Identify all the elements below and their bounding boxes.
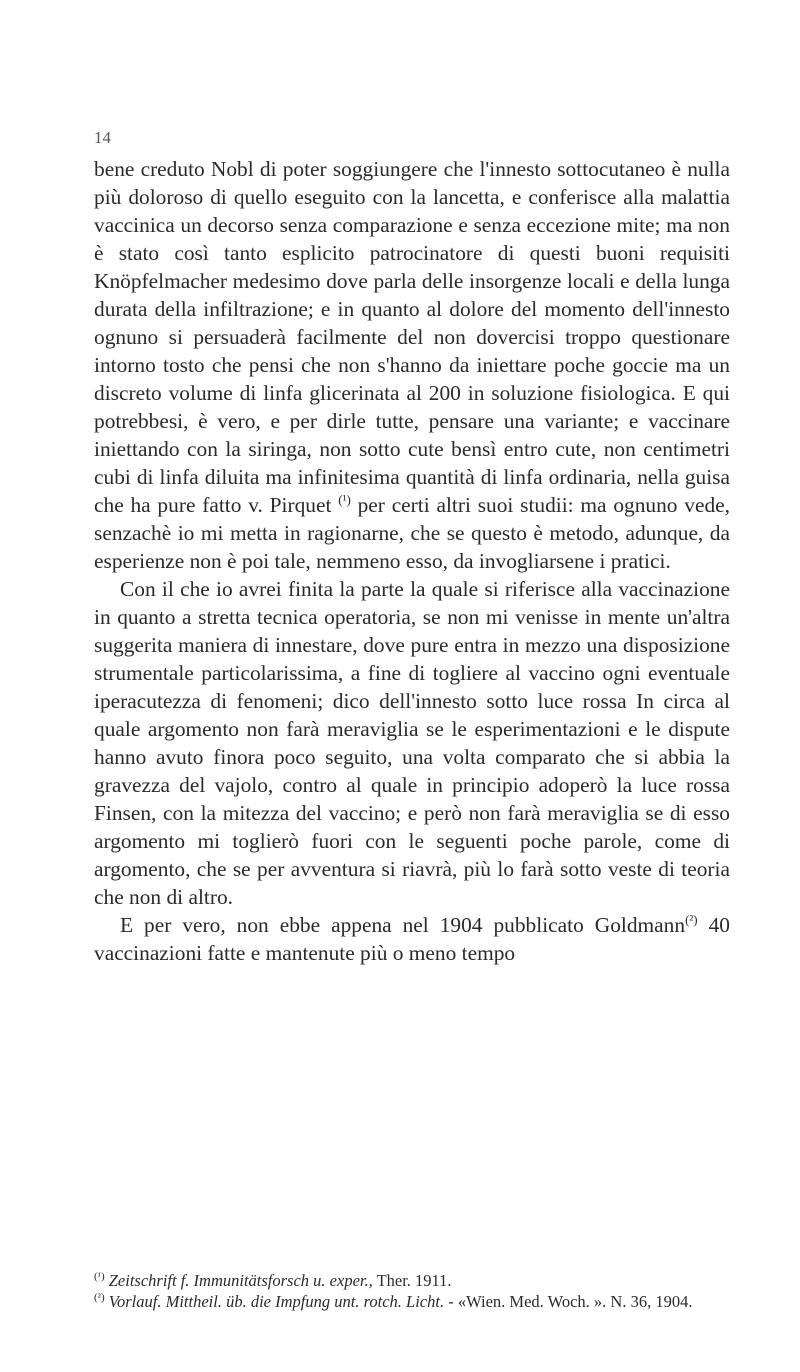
- page-number: 14: [94, 128, 111, 147]
- footnote-1-mark: (¹): [94, 1270, 105, 1283]
- paragraph-1: [94, 155, 730, 575]
- footnote-1-title: Zeitschrift f. Immunitätsforsch u. exper.,: [108, 1271, 373, 1290]
- footnote-2-rest: - «Wien. Med. Woch. ». N. 36, 1904.: [448, 1292, 693, 1311]
- footnote-2-mark: (²): [94, 1291, 105, 1304]
- main-text: [94, 155, 730, 967]
- footnote-ref-1: (¹): [338, 491, 351, 507]
- footnote-2-title: Vorlauf. Mittheil. üb. die Impfung unt. rotch. Licht.: [108, 1292, 445, 1311]
- footnote-1-rest: Ther. 1911.: [376, 1271, 452, 1290]
- paragraph-3-text-continued: 40 vaccinazioni fatte e mantenute più o meno tempo: [94, 913, 730, 965]
- paragraph-2: Con il che io avrei finita la parte la quale si riferisce alla vaccinazione in quanto a stretta tecnica operatoria, se non mi venisse in mente un'altra suggerita maniera di innestare, dove pure entra in mezzo una disposizione strumentale particolarissima, a fine di togliere al vaccino ogni eventuale iperacutezza di fenomeni; dico dell'innesto sotto luce rossa In circa al quale argomento non farà meraviglia se le esperimentazioni e le dispute hanno avuto finora poco seguito, una volta comparato che si abbia la gravezza del vajolo, contro al quale in principio adoperò la luce rossa Finsen, con la mitezza del vaccino; e però non farà meraviglia se di esso argomento mi toglierò fuori con le seguenti poche parole, come di argomento, che se per avventura si riavrà, più lo farà sotto veste di teoria che non di altro.: [94, 577, 730, 909]
- footnotes: [94, 1270, 730, 1312]
- footnote-2: [94, 1291, 730, 1312]
- paragraph-3-text: E per vero, non ebbe appena nel 1904 pubblicato Goldmann: [120, 913, 686, 937]
- footnote-ref-2: (²): [685, 911, 698, 927]
- paragraph-1-text: bene creduto Nobl di poter soggiungere che l'innesto sottocutaneo è nulla più doloroso di quello eseguito con la lancetta, e conferisce alla malattia vaccinica un decorso senza comparazione e senza eccezione mite; ma non è stato così tanto esplicito patrocinatore di questi buoni requisiti Knöpfelmacher medesimo dove parla delle insorgenze locali e della lunga durata della infiltrazione; e in quanto al dolore del momento dell'innesto ognuno si persuaderà facilmente del non dovercisi troppo questionare intorno tosto che pensi che non s'hanno da iniettare poche goccie ma un discreto volume di linfa glicerinata al 200 in soluzione fisiologica. E qui potrebbesi, è vero, e per dirle tutte, pensare una variante; e vaccinare iniettando con la siringa, non sotto cute bensì entro cute, non centimetri cubi di linfa diluita ma infinitesima quantità di linfa ordinaria, nella guisa che ha pure fatto v. Pirquet: [94, 157, 730, 517]
- paragraph-3: [94, 911, 730, 967]
- paragraph-1-text-continued: per certi altri suoi studii: ma ognuno vede, senzachè io mi metta in ragionarne, che se questo è metodo, adunque, da esperienze non è poi tale, nemmeno esso, da invogliarsene i pratici.: [94, 493, 730, 573]
- footnote-1: [94, 1270, 730, 1291]
